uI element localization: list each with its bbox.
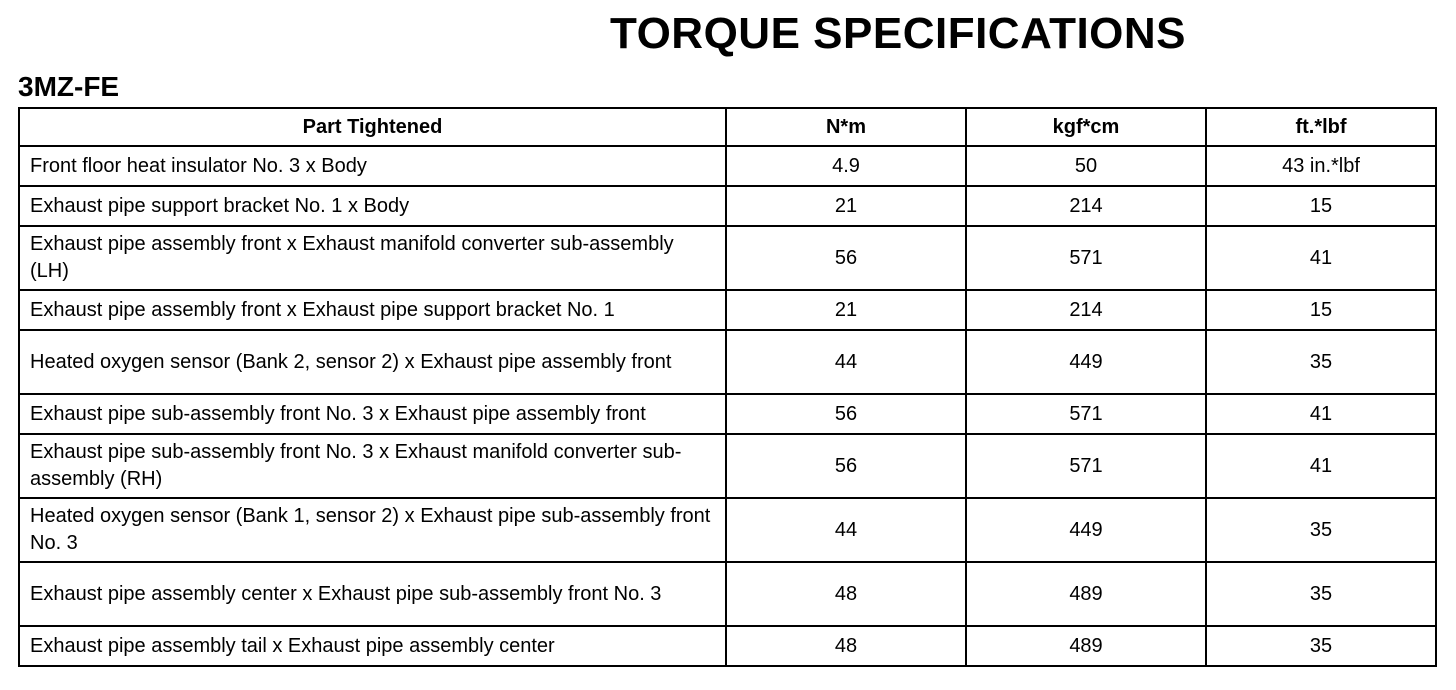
kgf-cm-cell: 489 [966,562,1206,626]
torque-specifications-table [18,107,1437,667]
nm-cell: 48 [726,626,966,666]
table-row [19,394,1436,434]
nm-cell: 56 [726,394,966,434]
kgf-cm-cell: 489 [966,626,1206,666]
ft-lbf-cell: 41 [1206,394,1436,434]
kgf-cm-cell: 571 [966,394,1206,434]
page-title: TORQUE SPECIFICATIONS [610,9,1187,58]
header-part-tightened: Part Tightened [19,108,726,146]
kgf-cm-cell: 214 [966,186,1206,226]
header-ft-lbf: ft.*lbf [1206,108,1436,146]
ft-lbf-cell: 35 [1206,626,1436,666]
table-row [19,498,1436,562]
nm-cell: 56 [726,434,966,498]
nm-cell: 44 [726,498,966,562]
engine-model-heading: 3MZ-FE [18,71,120,102]
table-row [19,626,1436,666]
table-header-row [19,108,1436,146]
table-row [19,330,1436,394]
part-cell: Heated oxygen sensor (Bank 2, sensor 2) x Exhaust pipe assembly front [19,330,726,394]
table-row [19,146,1436,186]
part-cell: Exhaust pipe assembly center x Exhaust pipe sub-assembly front No. 3 [19,562,726,626]
nm-cell: 4.9 [726,146,966,186]
part-cell: Exhaust pipe assembly front x Exhaust pipe support bracket No. 1 [19,290,726,330]
ft-lbf-cell: 15 [1206,186,1436,226]
header-kgf-cm: kgf*cm [966,108,1206,146]
part-cell: Heated oxygen sensor (Bank 1, sensor 2) x Exhaust pipe sub-assembly front No. 3 [19,498,726,562]
ft-lbf-cell: 41 [1206,226,1436,290]
table-row [19,226,1436,290]
ft-lbf-cell: 43 in.*lbf [1206,146,1436,186]
ft-lbf-cell: 35 [1206,562,1436,626]
table-row [19,186,1436,226]
ft-lbf-cell: 35 [1206,330,1436,394]
part-cell: Exhaust pipe support bracket No. 1 x Body [19,186,726,226]
ft-lbf-cell: 41 [1206,434,1436,498]
nm-cell: 21 [726,290,966,330]
nm-cell: 44 [726,330,966,394]
part-cell: Exhaust pipe sub-assembly front No. 3 x Exhaust pipe assembly front [19,394,726,434]
ft-lbf-cell: 15 [1206,290,1436,330]
kgf-cm-cell: 449 [966,498,1206,562]
kgf-cm-cell: 50 [966,146,1206,186]
nm-cell: 56 [726,226,966,290]
part-cell: Exhaust pipe assembly tail x Exhaust pipe assembly center [19,626,726,666]
table-row [19,562,1436,626]
kgf-cm-cell: 449 [966,330,1206,394]
part-cell: Front floor heat insulator No. 3 x Body [19,146,726,186]
nm-cell: 48 [726,562,966,626]
table-row [19,434,1436,498]
kgf-cm-cell: 571 [966,434,1206,498]
table-row [19,290,1436,330]
part-cell: Exhaust pipe sub-assembly front No. 3 x Exhaust manifold converter sub-assembly (RH) [19,434,726,498]
ft-lbf-cell: 35 [1206,498,1436,562]
kgf-cm-cell: 214 [966,290,1206,330]
nm-cell: 21 [726,186,966,226]
part-cell: Exhaust pipe assembly front x Exhaust manifold converter sub-assembly (LH) [19,226,726,290]
header-newton-meters: N*m [726,108,966,146]
kgf-cm-cell: 571 [966,226,1206,290]
